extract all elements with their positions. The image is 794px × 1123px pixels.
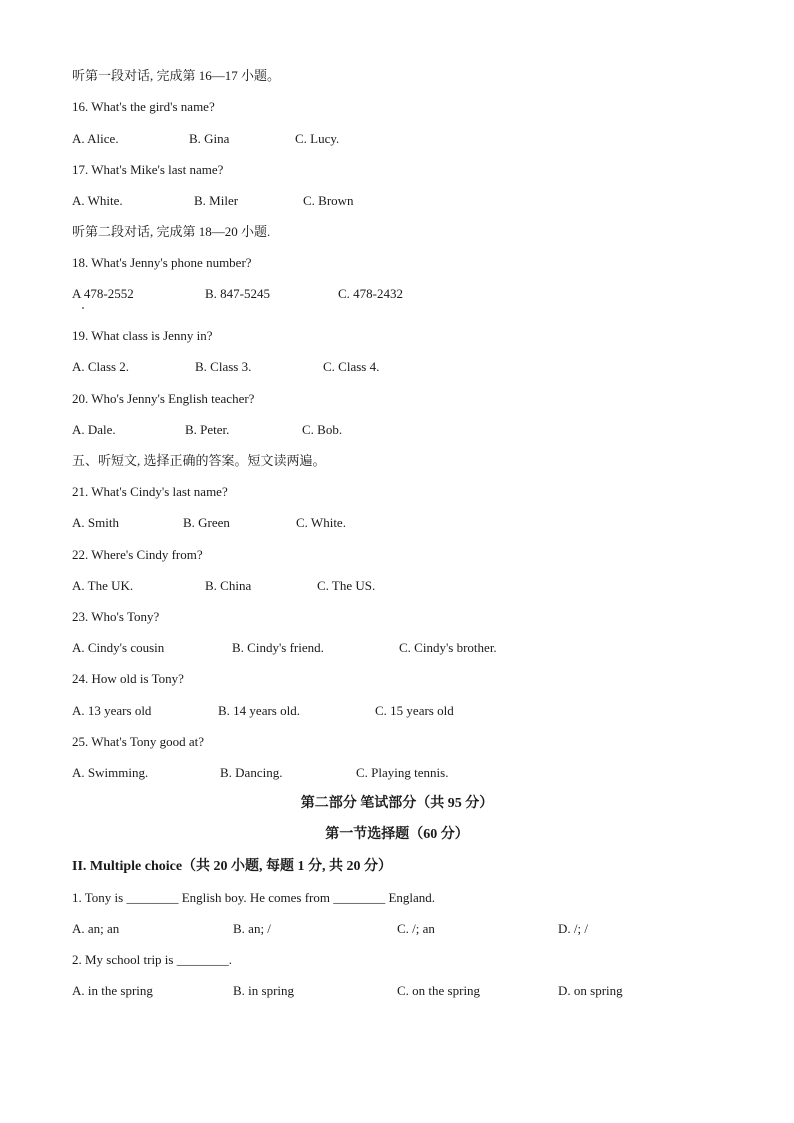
q16-option-c: C. Lucy. [295, 131, 340, 146]
dialogue-2-heading: 听第二段对话, 完成第 18—20 小题. [72, 224, 271, 239]
multiple-choice-heading: II. Multiple choice（共 20 小题, 每题 1 分, 共 20 分） [72, 859, 393, 874]
question-19: 19. What class is Jenny in? [72, 328, 213, 343]
mc2-option-c: C. on the spring [397, 983, 481, 998]
q21-option-a: A. Smith [72, 515, 119, 530]
q20-option-b: B. Peter. [185, 422, 230, 437]
q22-option-b: B. China [205, 578, 252, 593]
mc2-option-a: A. in the spring [72, 983, 153, 998]
q18-option-b: B. 847-5245 [205, 286, 270, 301]
q25-option-b: B. Dancing. [220, 765, 283, 780]
mc-question-2: 2. My school trip is ________. [72, 952, 232, 967]
mc1-option-a: A. an; an [72, 921, 120, 936]
part2-title: 第二部分 笔试部分（共 95 分） [300, 796, 494, 811]
q20-option-c: C. Bob. [302, 422, 343, 437]
q21-option-b: B. Green [183, 515, 230, 530]
q18-option-a: A 478-2552 [72, 286, 134, 301]
q21-option-c: C. White. [296, 515, 346, 530]
q24-option-c: C. 15 years old [375, 703, 454, 718]
q19-option-a: A. Class 2. [72, 359, 130, 374]
dialogue-1-heading: 听第一段对话, 完成第 16—17 小题。 [72, 68, 281, 83]
q25-option-a: A. Swimming. [72, 765, 149, 780]
q23-option-b: B. Cindy's friend. [232, 640, 324, 655]
q19-option-c: C. Class 4. [323, 359, 380, 374]
question-23: 23. Who's Tony? [72, 609, 160, 624]
q24-option-a: A. 13 years old [72, 703, 152, 718]
part5-heading: 五、听短文, 选择正确的答案。短文读两遍。 [72, 453, 326, 468]
question-21: 21. What's Cindy's last name? [72, 484, 228, 499]
question-25: 25. What's Tony good at? [72, 734, 205, 749]
q18-option-c: C. 478-2432 [338, 286, 403, 301]
question-17: 17. What's Mike's last name? [72, 162, 224, 177]
q24-option-b: B. 14 years old. [218, 703, 300, 718]
q22-option-c: C. The US. [317, 578, 376, 593]
q16-option-b: B. Gina [189, 131, 230, 146]
question-24: 24. How old is Tony? [72, 671, 184, 686]
q19-option-b: B. Class 3. [195, 359, 252, 374]
section1-title: 第一节选择题（60 分） [325, 827, 469, 842]
q23-option-c: C. Cindy's brother. [399, 640, 497, 655]
q16-option-a: A. Alice. [72, 131, 119, 146]
question-22: 22. Where's Cindy from? [72, 547, 203, 562]
q22-option-a: A. The UK. [72, 578, 134, 593]
q17-option-c: C. Brown [303, 193, 354, 208]
q25-option-c: C. Playing tennis. [356, 765, 449, 780]
mc2-option-b: B. in spring [233, 983, 295, 998]
q17-option-a: A. White. [72, 193, 123, 208]
question-20: 20. Who's Jenny's English teacher? [72, 391, 255, 406]
mc1-option-d: D. /; / [558, 921, 588, 936]
mc-question-1: 1. Tony is ________ English boy. He comes from ________ England. [72, 890, 436, 905]
stray-dot-mark [82, 307, 84, 309]
mc1-option-c: C. /; an [397, 921, 435, 936]
mc2-option-d: D. on spring [558, 983, 623, 998]
q20-option-a: A. Dale. [72, 422, 116, 437]
question-16: 16. What's the gird's name? [72, 99, 215, 114]
q17-option-b: B. Miler [194, 193, 239, 208]
mc1-option-b: B. an; / [233, 921, 271, 936]
question-18: 18. What's Jenny's phone number? [72, 255, 252, 270]
q23-option-a: A. Cindy's cousin [72, 640, 165, 655]
